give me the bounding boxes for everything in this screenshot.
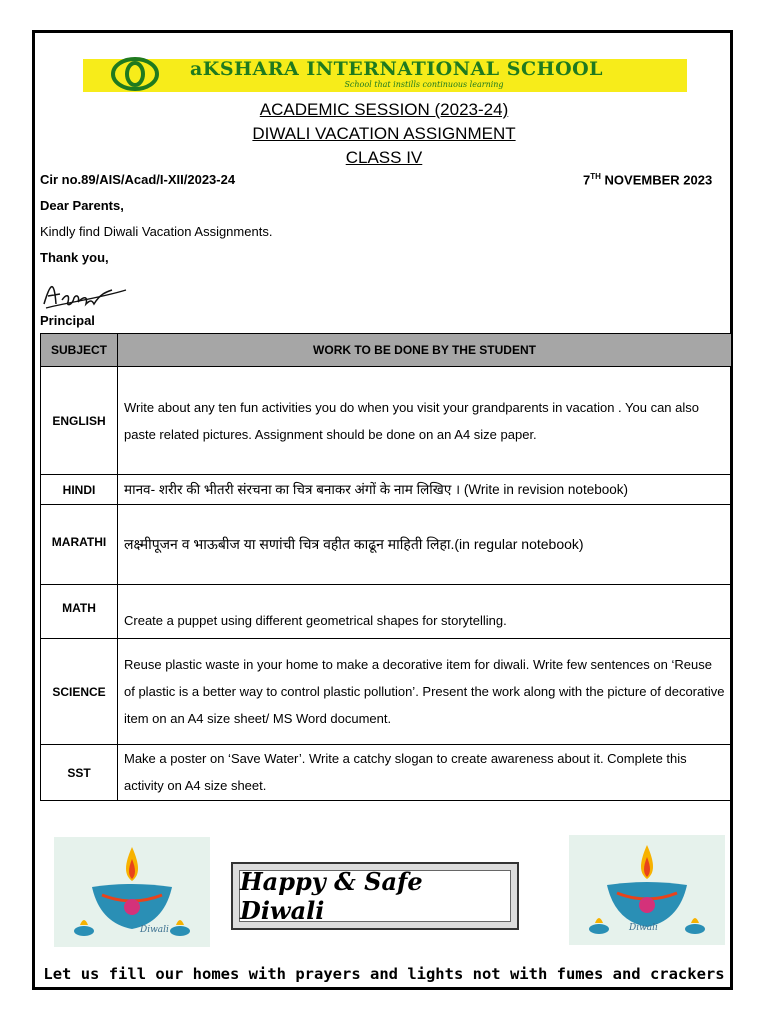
letter-date: [583, 172, 712, 187]
date-day: 7: [583, 172, 591, 188]
work-cell: लक्ष्मीपूजन व भाऊबीज या सणांची चित्र वहीत काढून माहिती लिहा.(in regular notebook): [118, 505, 732, 585]
work-cell: Create a puppet using different geometrical shapes for storytelling.: [118, 585, 732, 639]
subject-cell: HINDI: [41, 475, 118, 505]
column-header-work: WORK TO BE DONE BY THE STUDENT: [118, 334, 732, 367]
table-row: [41, 505, 732, 585]
subject-cell: SCIENCE: [41, 639, 118, 745]
work-cell: Write about any ten fun activities you do when you visit your grandparents in vacation . You can also paste related pictures. Assignment should be done on an A4 size paper.: [118, 367, 732, 475]
column-header-subject: SUBJECT: [41, 334, 118, 367]
work-cell: Make a poster on ‘Save Water’. Write a catchy slogan to create awareness about it. Complete this activity on A4 size sheet.: [118, 745, 732, 801]
subject-cell: ENGLISH: [41, 367, 118, 475]
session-heading: ACADEMIC SESSION (2023-24): [259, 100, 509, 119]
assignment-heading: DIWALI VACATION ASSIGNMENT: [252, 124, 516, 143]
class-heading: CLASS IV: [345, 148, 423, 167]
table-row: [41, 745, 732, 801]
work-cell: Reuse plastic waste in your home to make a decorative item for diwali. Write few sentences on ‘Reuse of plastic is a better way to control plastic pollution’. Present the work along with the picture of decorative item on an A4 size sheet/ MS Word document.: [118, 639, 732, 745]
assignment-table: [40, 333, 732, 801]
letter-body: Kindly find Diwali Vacation Assignments.: [40, 224, 273, 239]
diya-caption: Diwali: [629, 923, 658, 933]
happy-diwali-text: Happy & Safe Diwali: [239, 870, 511, 922]
subject-cell: MATH: [41, 585, 118, 639]
table-row: [41, 367, 732, 475]
salutation: Dear Parents,: [40, 198, 124, 213]
diya-caption: Diwali: [140, 925, 169, 935]
table-row: [41, 475, 732, 505]
table-header-row: [41, 334, 732, 367]
diya-image-left: [54, 837, 210, 947]
happy-diwali-banner: [231, 862, 519, 930]
diya-image-right: [569, 835, 725, 945]
signatory-title: Principal: [40, 313, 95, 328]
subject-cell: SST: [41, 745, 118, 801]
circular-number: Cir no.89/AIS/Acad/I-XII/2023-24: [40, 172, 236, 187]
school-name: aKSHARA INTERNATIONAL SCHOOL: [190, 58, 604, 80]
table-row: [41, 639, 732, 745]
diya-lamp-icon: [54, 837, 210, 947]
table-row: [41, 585, 732, 639]
date-suffix: TH: [590, 172, 601, 181]
work-cell: मानव- शरीर की भीतरी संरचना का चित्र बनाकर अंगों के नाम लिखिए । (Write in revision notebook): [118, 475, 732, 505]
subject-cell: MARATHI: [41, 505, 118, 585]
principal-signature: [40, 274, 130, 314]
date-month-year: NOVEMBER 2023: [600, 172, 713, 188]
footer-message: Let us fill our homes with prayers and lights not with fumes and crackers: [43, 965, 725, 983]
school-tagline: School that instills continuous learning: [344, 80, 504, 89]
closing: Thank you,: [40, 250, 109, 265]
